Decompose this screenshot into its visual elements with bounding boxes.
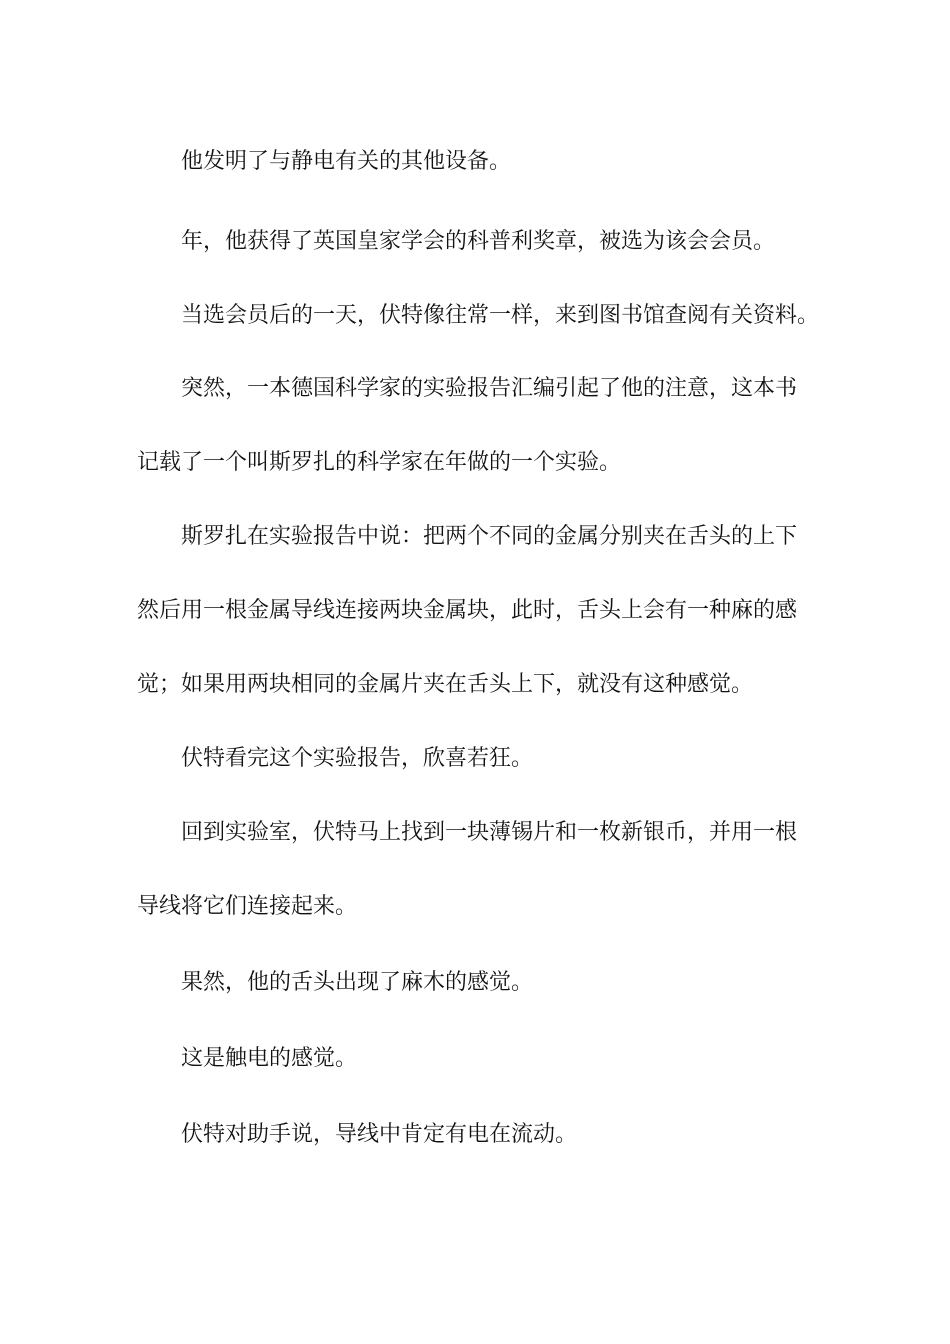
paragraph-line: 果然，他的舌头出现了麻木的感觉。 [181,970,534,995]
paragraph-line: 他发明了与静电有关的其他设备。 [181,149,512,174]
paragraph-line: 突然，一本德国科学家的实验报告汇编引起了他的注意，这本书 [181,376,798,401]
paragraph-line: 觉；如果用两块相同的金属片夹在舌头上下，就没有这种感觉。 [137,672,754,697]
paragraph-line: 斯罗扎在实验报告中说：把两个不同的金属分别夹在舌头的上下 [181,524,798,549]
paragraph-line: 伏特对助手说，导线中肯定有电在流动。 [181,1122,578,1147]
paragraph-line: 当选会员后的一天，伏特像往常一样，来到图书馆查阅有关资料。 [181,303,820,328]
paragraph-line: 回到实验室，伏特马上找到一块薄锡片和一枚新银币，并用一根 [181,820,798,845]
paragraph-line: 这是触电的感觉。 [181,1046,358,1071]
paragraph-line: 然后用一根金属导线连接两块金属块，此时，舌头上会有一种麻的感 [137,598,798,623]
paragraph-line: 记载了一个叫斯罗扎的科学家在年做的一个实验。 [137,450,622,475]
paragraph-line: 导线将它们连接起来。 [137,894,358,919]
paragraph-line: 伏特看完这个实验报告，欣喜若狂。 [181,746,534,771]
paragraph-line: 年，他获得了英国皇家学会的科普利奖章，被选为该会会员。 [181,229,776,254]
